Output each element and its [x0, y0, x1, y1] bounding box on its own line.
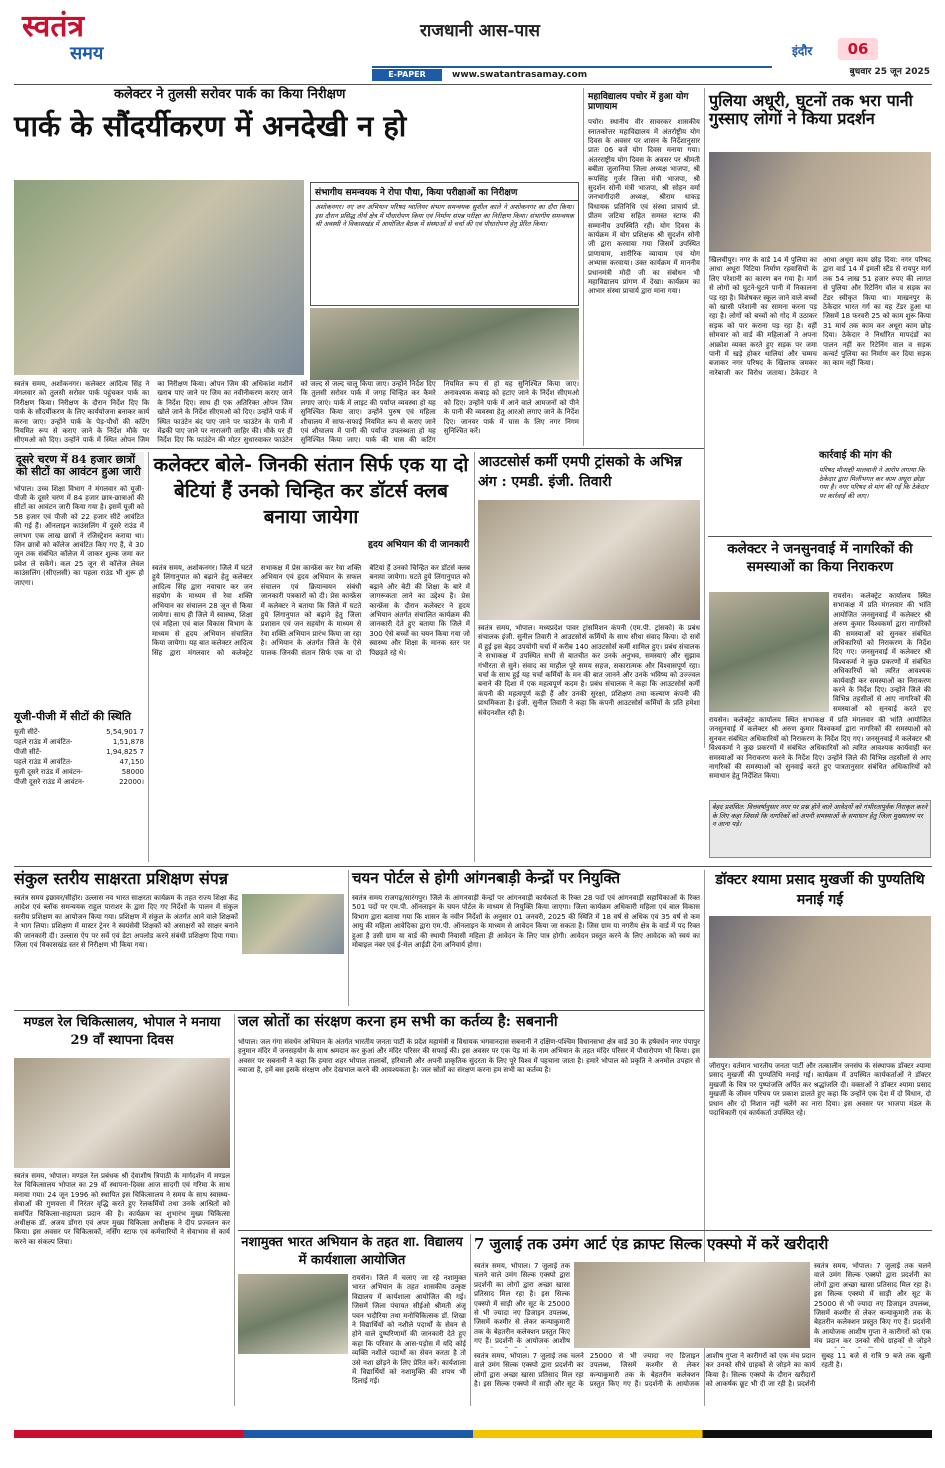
- page-number-badge: [838, 38, 878, 60]
- story-anganwadi: [352, 870, 700, 1006]
- meeting-photo: [478, 500, 700, 620]
- logo-subtitle: समय: [70, 43, 104, 64]
- stats-row: यूजी दूसरे राउंड में आवंटन- 58000: [14, 767, 144, 776]
- stats-row: पीजी दूसरे राउंड में आवंटन- 22000।: [14, 777, 144, 786]
- website-link[interactable]: www.swatantrasamay.com: [452, 70, 588, 80]
- story-body: भोपाल। उच्च शिक्षा विभाग ने मंगलवार को यूजी-पीजी के दूसरे चरण में 84 हजार छात्र-छात्राओं की सीटों का आवंटन जारी किया गया है। इसमें यूजी को 58 हजार एवं पीजी को 22 हजार सीटें आवंटित की गई हैं। ऑनलाइन काउंसलिंग में दूसरे राउंड में लगभग एक लाख छात्रों ने रजिस्ट्रेशन कराया था। जिन छात्रों को कॉलेज आवंटित किए गए हैं, वे 30 जून तक संबंधित कॉलेज में जाकर शुल्क जमा कर प्रवेश ले सकेंगे। कल 25 जून से कॉलेज लेवल काउंसलिंग (सीएलसी) का पहला राउंड भी शुरू हो जाएगा।: [14, 484, 144, 587]
- hospital-photo: [14, 1058, 230, 1168]
- city-label: इंदौर: [792, 44, 813, 58]
- story-literacy: [14, 870, 344, 1006]
- literacy-photo: [242, 894, 344, 954]
- story-headline: डॉक्टर श्यामा प्रसाद मुखर्जी की पुण्यतिथि मनाई गई: [715, 872, 925, 908]
- story-body: स्वतंत्र समय राजगढ़/सारंगपुर। जिले के आंगनवाड़ी केन्द्रों पर आंगनवाड़ी कार्यकर्ता के रिक्त 28 पदों एवं आंगनवाड़ी सहायिकाओं के रिक्त 501 पदों पर एम.पी. ऑनलाइन के चयन पोर्टल के माध्यम से नियुक्ति किया जाएगा। जिला कार्यक्रम अधिकारी महिला एवं बाल विकास विभाग द्वारा बताया गया कि शासन के नवीन निर्देशों के अनुसार 01 जनवरी, 2025 की स्थिति में 18 वर्ष से अधिक एवं 35 वर्ष से कम आयु की महिला आवेदिका द्वारा एम.पी. ऑनलाइन के माध्यम से आवेदन किया जा सकता है। जिस ग्राम या नगरीय क्षेत्र के वार्ड में पद रिक्त हुआ है उसी ग्राम या वार्ड की स्थायी निवासी महिला ही आवेदन के लिए पात्र होगी। आवेदन प्रस्तुत करने के लिए आवेदक को स्वयं का मोबाइल नंबर एवं ई-मेल आईडी देना अनिवार्य होगा।: [352, 894, 700, 950]
- story-body: पचोर। स्थानीय वीर सावरकर शासकीय स्नातकोत्तर महाविद्यालय में अंतर्राष्ट्रीय योग दिवस के अवसर पर शासन के निर्देशानुसार प्रातः 06 बजे योग दिवस मनाया गया। अंतरराष्ट्रीय योग दिवस के अवसर पर श्रीमती बबीता जुलानिया जिला अध्यक्ष भाजपा, श्री रूपसिंह गुर्जर जिला मंत्री भाजपा, श्री सुदर्शन सोनी मंत्री भाजपा, श्री सोहन वर्मा जनभागीदारी अध्यक्ष, श्रीराम धाकड़ विधायक प्रतिनिधि एवं संस्था प्राचार्य प्रो. प्रीतम जटिया सहित समस्त स्टाफ की सम्मानीय उपस्थिति रही। योग दिवस के कार्यक्रम में योग प्रशिक्षक श्री सुदर्शन सोनी जी द्वारा करवाया गया जिसमें उपस्थित प्राणायाम, शारीरिक व्यायाम एवं योग अभ्यास करवाया। उक्त कार्यक्रम में माननीय प्रधानमंत्री मोदी जी का संबोधन भी महाविद्यालय प्रांगण में देखा। कार्यक्रम का आभार संस्था प्राचार्य द्वारा माना गया।: [588, 118, 700, 296]
- story-headline: चयन पोर्टल से होगी आंगनबाड़ी केन्द्रों पर नियुक्ति: [352, 869, 621, 887]
- story-body: स्वतंत्र समय इछावर/सीहोर। उल्लास नव भारत साक्षरता कार्यक्रम के तहत राज्य शिक्षा केंद्र आदेश एवं ब्लॉक समन्वयक राहुल पाराशर के द्वारा दिए गए निर्देशों के पालन में संकुल स्तरीय प्रशिक्षण का आयोजन किया गया। प्रशिक्षण में संकुल के अंतर्गत आने वाले शिक्षकों ने भाग लिया। प्रशिक्षण में मास्टर ट्रेनर ने स्वयंसेवी शिक्षकों को असाक्षरों को साक्षर बनाने की जानकारी दी। उल्लास ऐप पर सर्वे एवं डेटा अपलोड करने संबंधी प्रशिक्षण दिया गया। जिला एवं विकासखंड स्तर से निरीक्षण भी किया गया।: [14, 894, 238, 950]
- story-body: स्वतंत्र समय, अशोकनगर। कलेक्टर आदित्य सिंह ने मंगलवार को तुलसी सरोवर पार्क पहुंचकर पार्क का निरीक्षण किया। निरीक्षण के दौरान निर्देश दिए कि पार्क के सौंदर्यीकरण के लिए कार्ययोजना बनाकर कार्य करना जाए। उन्होंने पार्क के पेड़-पौधों की कटिंग नियमित रूप से कराए जाने के निर्देश मौके पर सीएमओ को दिए। उन्होंने पार्क में स्थित ओपन जिम का निरीक्षण किया। ओपन जिम की अधिकांश मशीनें खराब पाए जाने पर जिम का नवीनीकरण कराए जाने के निर्देश दिए। साथ ही एक अतिरिक्त ओपन जिम खोले जाने के निर्देश सीएमओ को दिए। उन्होंने पार्क में स्थित फाउंटेन बंद पाए जाने पर फाउंटेन के पानी में मेंढकी पाए जाने पर नाराजगी जाहिर की। मौके पर ही निर्देश दिए कि फाउंटेन की मोटर सुधारवाकर फाउंटेन को जल्द से जल्द चालू किया जाए। उन्होंने निर्देश दिए कि तुलसी सरोवर पार्क में जगह चिन्हित कर कैमरे लगाए जाएं। पार्क में लाइट की पर्याप्त व्यवस्था हो यह सुनिश्चित किया जाए। उन्होंने पुरुष एवं महिला शौचालय में साफ-सफाई नियमित रूप से कराए जाने एवं शौचालय में पानी की पर्याप्त उपलब्धता हो यह सुनिश्चित किया जाए। पार्क की घास की कटिंग नियमित रूप से हो यह सुनिश्चित किया जाए। अनावश्यक कबाड़ को हटाए जाने के निर्देश सीएमओ को दिए। उन्होंने पार्क में आने वाले आमजनों को पीने के पानी की व्यवस्था हेतु आरओ लगाए जाने के निर्देश दिए। जानवर पार्क में घास के लिए नगर निगम सुनिश्चित करें।: [14, 380, 579, 445]
- story-body: रायसेन। कलेक्ट्रेट कार्यालय स्थित सभाकक्ष में प्रति मंगलवार की भांति आयोजित जनसुनवाई में कलेक्टर श्री अरुण कुमार विश्वकर्मा द्वारा नागरिकों की समस्याओं को सुनकर संबंधित अधिकारियों को निराकरण के निर्देश दिए गए। जनसुनवाई में कलेक्टर श्री विश्वकर्मा ने कुछ प्रकरणों में संबंधित अधिकारियों को त्वरित आवश्यक कार्यवाही कर समस्याओं का निराकरण करने के निर्देश दिए। उन्होंने जिले की विभिन्न तहसीलों से आए नागरिकों की समस्याओं को सुनवाई करते हुए: [833, 592, 931, 712]
- story-body: भोपाल। जल गंगा संवर्धन अभियान के अंतर्गत भारतीय जनता पार्टी के प्रदेश महामंत्री व विधायक भगवानदास सबनानी ने दक्षिण-पश्चिम विधानसभा क्षेत्र वार्ड 30 के हर्षवर्धन नगर पंपापुर हनुमान मंदिर में जनसहयोग के साथ श्रमदान कर कुआं और मंदिर परिसर की सफाई की। इस अवसर पर एक पेड़ मां के नाम अभियान के तहत मंदिर परिसर में पौधारोपण भी किया। इस अवसर पर सबनानी ने कहा कि हमारा शहर भोपाल तालाबों, हरियाली और अपनी प्राकृतिक सुंदरता के लिए पूरे विश्व में पहचाना जाता है। हमारे भोपाल को प्रकृति ने अनमोल उपहार से नवाजा है, हमें बस इसके संरक्षण और देखभाल करने की आवश्यकता है। जल स्रोतों का संरक्षण करना हम सभी का कर्तव्य है।: [238, 1038, 700, 1075]
- story-body: स्वतंत्र समय, अशोकनगर। जिले में घटते हुये लिंगानुपात को बढ़ाने हेतु कलेक्टर आदित्य सिंह द्वारा नवाचार कर जन सहयोग के माध्यम से रेवा शक्ति अभियान का संचालन 28 जून से किया जायेगा। साथ ही जिले में स्वास्थ्य, शिक्षा एवं महिला एवं बाल विकास विभाग के माध्यम से हृदय अभियान संचालित किया जायेगा। यह बात कलेक्टर आदित्य सिंह द्वारा मंगलवार को कलेक्ट्रेट सभाकक्ष में प्रेस कान्फ्रेंस कर रेवा शक्ति अभियान एवं हृदय अभियान के सफल संचालन एवं क्रियान्वयन संबंधी जानकारी पत्रकारों को दी। प्रेस कान्फ्रेंस में कलेक्टर ने बताया कि जिले में घटते हुये लिंगानुपात को बढ़ाने हेतु जिला प्रशासन एवं जन सहयोग के माध्यम से रेवा शक्ति अभियान प्रारंभ किया जा रहा है। अभियान के अंतर्गत जिले के ऐसे पालक जिनकी संतान सिर्फ एक या दो बेटियां हैं उनको चिन्हित कर डॉटर्स क्लब बनाया जायेगा। घटते हुये लिंगानुपात को बढ़ाने और बेटी की शिक्षा के बारे में जागरूकता लाने का उद्देश्य है। प्रेस कान्फ्रेंस के दौरान कलेक्टर ने हृदय अभियान अंतर्गत संचालित कार्यक्रम की जानकारी देते हुए बताया कि जिले में 300 ऐसे बच्चों का चयन किया गया जो स्वास्थ्य और शिक्षा के मानक स्तर पर पिछड़ते रहे थे।: [152, 564, 470, 657]
- story-railway-hospital: [14, 1014, 230, 1406]
- story-body: स्वतंत्र समय, भोपाल। मध्यप्रदेश पावर ट्रांसमिशन कंपनी (एम.पी. ट्रांसको) के प्रबंध संचालक इंजी. सुनील तिवारी ने आउटसोर्स कर्मियों के साथ सीधा संवाद किया। दो सत्रों में हुई इस बेहद उपयोगी चर्चा में करीब 140 आउटसोर्स कर्मी शामिल हुए। प्रबंध संचालक ने सभाकक्ष में उपस्थित सभी से बातचीत कर उनके अनुभव, समस्याएं और सुझाव गंभीरता से सुने। संवाद का माहौल पूरे समय सहज, सकारात्मक और विश्वासपूर्ण रहा। चर्चा के साथ हुई यह चर्चा कर्मियों के मन की बात जानने और उनके भविष्य को उज्ज्वल बनाने की दिशा में एक महत्वपूर्ण कदम है। प्रबंध संचालक ने कहा कि आउटसोर्स कर्मी कंपनी की महत्वपूर्ण कड़ी हैं और उनकी सुरक्षा, प्रशिक्षण तथा कल्याण कंपनी की प्राथमिकता है। इंजी. सुनील तिवारी ने कहा कि कंपनी आउटसोर्स कर्मियों के प्रति हमेशा संवेदनशील रही है।: [478, 624, 700, 717]
- sidebar-box: [310, 182, 579, 306]
- epaper-bar: [372, 66, 772, 80]
- story-kicker: महाविद्यालय पचोर में हुआ योग प्राणायाम: [588, 92, 689, 113]
- color-register-strip: [14, 1430, 932, 1438]
- story-body: रायसेन। जिले में चलाए जा रहे नशामुक्त भारत अभियान के तहत शासकीय उत्कृष्ट विद्यालय में कार्यशाला आयोजित की गई। जिसमें जिला पंचायत सीईओ श्रीमती अंजू पवन भदौरिया तथा मनोचिकित्सक डॉ. शिखा ने विद्यार्थियों को नशीले पदार्थों के सेवन से होने वाले दुष्परिणामों की जानकारी देते हुए कहा कि परिवार के आस-पड़ोस में यदि कोई व्यक्ति नशीले पदार्थों का सेवन करता है तो उसे नशा छोड़ने के लिए प्रेरित करें। कार्यशाला में विद्यार्थियों को नशामुक्ति की शपथ भी दिलाई गई।: [352, 1274, 466, 1386]
- story-daughters-club: [152, 452, 470, 862]
- story-water-conservation: [238, 1014, 700, 1228]
- masthead: [0, 0, 945, 84]
- plantation-photo: [310, 308, 579, 380]
- story-headline: दूसरे चरण में 84 हजार छात्रों को सीटों का आवंटन हुआ जारी: [14, 452, 144, 481]
- story-allotment: [14, 452, 144, 862]
- note-box: बेहद प्रशंसित: वित्तवर्षानुसार नगर पर प्रश्न होने वाले आवेदनों को गंभीरतापूर्वक निराकृत करने के लिए कहा जिससे कि नागरिकों को अपनी समस्याओं के समाधान हेतु जिला मुख्यालय पर न आना पड़े।: [709, 800, 931, 858]
- workshop-photo: [238, 1274, 348, 1354]
- story-body-side: स्वतंत्र समय, भोपाल। 7 जुलाई तक चलने वाले उमंग सिल्क एक्स्पो द्वारा प्रदर्शनी का लोगों द्वारा अच्छा खासा प्रतिसाद मिल रहा है। इस सिल्क एक्स्पो में साड़ी और सूट के 25000 से भी ज्यादा नए डिजाइन उपलब्ध, जिसमें कश्मीर से लेकर कन्याकुमारी तक के बेहतरीन कलेक्शन प्रस्तुत किए गए हैं। प्रदर्शनी के आयोजक आशीष गुप्ता ने कारीगरों को एक मंच प्रदान कर उनको सीधे ग्राहकों से जोड़ने: [814, 1262, 931, 1346]
- story-body: स्वतंत्र समय, भोपाल। मण्डल रेल प्रबंधक श्री देवाशीष त्रिपाठी के मार्गदर्शन में मण्डल रेल चिकित्सालय भोपाल का 29 वाँ स्थापना-दिवस आज सादगी एवं गरिमा के साथ मनाया गया। 24 जून 1996 को स्थापित इस चिकित्सालय ने समय के साथ स्वास्थ्य-सेवाओं की गुणवत्ता में निरंतर वृद्धि करते हुए रेलकर्मियों तथा उनके आश्रितों को समर्पित चिकित्सा-सहायता प्रदान की है। कार्यक्रम का शुभारंभ मुख्य चिकित्सा अधीक्षक डॉ. अजय डोंगरा एवं अपर मुख्य चिकित्सा अधीक्षक ने दीप प्रज्वलन कर किया। इस अवसर पर चिकित्सकों, नर्सिंग स्टाफ एवं कर्मचारियों ने सेवाभाव से कार्य करने का संकल्प लिया।: [14, 1172, 230, 1246]
- story-headline: पार्क के सौंदर्यीकरण में अनदेखी न हो: [14, 109, 407, 143]
- story-headline: कलेक्टर बोले- जिनकी संतान सिर्फ एक या दो बेटियां हैं उनको चिन्हित कर डॉटर्स क्लब बनाया जायेगा: [153, 454, 469, 528]
- stats-row: पीजी सीटें- 1,94,825 7: [14, 747, 144, 756]
- story-body-continued: रायसेन। कलेक्ट्रेट कार्यालय स्थित सभाकक्ष में प्रति मंगलवार की भांति आयोजित जनसुनवाई में कलेक्टर श्री अरुण कुमार विश्वकर्मा द्वारा नागरिकों की समस्याओं को सुनकर संबंधित अधिकारियों को निराकरण के निर्देश दिए गए। जनसुनवाई में कलेक्टर श्री विश्वकर्मा ने कुछ प्रकरणों में संबंधित अधिकारियों को त्वरित आवश्यक कार्यवाही कर समस्याओं का निराकरण करने के निर्देश दिए। उन्होंने जिले की विभिन्न तहसीलों से आए नागरिकों की समस्याओं को सुनवाई करते हुए पात्रतानुसार संबंधित अधिकारियों को समाधान हेतु निर्देशित किया।: [709, 716, 931, 781]
- story-headline: 7 जुलाई तक उमंग आर्ट एंड क्राफ्ट सिल्क एक्स्पो में करें खरीदारी: [474, 1235, 829, 1253]
- masthead-date: बुधवार 25 जून 2025: [849, 67, 930, 77]
- sidebar-box-text: अशोकनगर। नए जन अभियान परिषद ग्वालियर संभाग समन्वयक सुशील काले ने अशोकनगर का दौरा किया। इस दौरान प्रसिद्ध तीर्थ क्षेत्र में पौधारोपण किया एवं निर्माण संपन्न परीक्षा का निरीक्षण किया। संभागीय समन्वयक श्री अवस्थी ने विकासखंड में आयोजित बैठक में संस्थाओं से चर्चा की एवं पौधारोपण हेतु प्रेरित किया।: [315, 203, 574, 228]
- story-body-left: स्वतंत्र समय, भोपाल। 7 जुलाई तक चलने वाले उमंग सिल्क एक्स्पो द्वारा प्रदर्शनी का लोगों द्वारा अच्छा खासा प्रतिसाद मिल रहा है। इस सिल्क एक्स्पो में साड़ी और सूट के 25000 से भी ज्यादा नए डिजाइन उपलब्ध, जिसमें कश्मीर से लेकर कन्याकुमारी तक के बेहतरीन कलेक्शन प्रस्तुत किए गए हैं। प्रदर्शनी के आयोजक आशीष: [474, 1262, 570, 1346]
- stats-row: पहले राउंड में आवंटित- 1,51,878: [14, 737, 144, 746]
- section-title: राजधानी आस-पास: [419, 21, 541, 41]
- story-kicker: कलेक्टर ने तुलसी सरोवर पार्क का किया निरीक्षण: [114, 87, 346, 102]
- story-outsource: [478, 452, 700, 862]
- park-photo: [14, 180, 304, 375]
- stats-row: यूजी सीटें- 5,54,901 7: [14, 727, 144, 736]
- story-headline: जल स्रोतों का संरक्षण करना हम सभी का कर्तव्य है: सबनानी: [238, 1013, 558, 1030]
- protest-photo: [709, 152, 931, 252]
- tribute-photo: [709, 916, 931, 1058]
- story-headline: आउटसोर्स कर्मी एमपी ट्रांसको के अभिन्न अंग : एमडी. इंजी. तिवारी: [478, 454, 682, 490]
- story-headline: नशामुक्त भारत अभियान के तहत शा. विद्यालय में कार्यशाला आयोजित: [241, 1235, 463, 1268]
- sub-head: कार्रवाई की मांग की: [819, 450, 892, 461]
- page-number: 06: [847, 40, 869, 58]
- story-drug-free: [238, 1234, 466, 1406]
- hearing-photo: [709, 592, 829, 712]
- sub-text: परिषद मीनाक्षी मालवानी ने आरोप लगाया कि ठेकेदार द्वारा मिलीभगत कर काम अधूरा छोड़ा गया है। नगर परिषद से मांग की गई कि ठेकेदार पर कार्रवाई की जाए।: [819, 466, 929, 500]
- logo: [22, 10, 162, 82]
- story-silk-expo: [474, 1234, 931, 1406]
- expo-photo: [574, 1262, 810, 1348]
- story-culvert: [709, 92, 931, 532]
- sidebar-box-title: संभागीय समन्वयक ने रोपा पौधा, किया परीक्षाओं का निरीक्षण: [311, 183, 578, 201]
- story-headline: कलेक्टर ने जनसुनवाई में नागरिकों की समस्याओं का किया निराकरण: [727, 541, 913, 575]
- story-public-hearing: [709, 540, 931, 862]
- stats-row: पहले राउंड में आवंटित- 47,150: [14, 757, 144, 766]
- epaper-label: E-PAPER: [372, 69, 442, 81]
- story-body: स्वतंत्र समय, भोपाल। 7 जुलाई तक चलने वाले उमंग सिल्क एक्स्पो द्वारा प्रदर्शनी का लोगों द्वारा अच्छा खासा प्रतिसाद मिल रहा है। इस सिल्क एक्स्पो में साड़ी और सूट के 25000 से भी ज्यादा नए डिजाइन उपलब्ध, जिसमें कश्मीर से लेकर कन्याकुमारी तक के बेहतरीन कलेक्शन प्रस्तुत किए गए हैं। प्रदर्शनी के आयोजक आशीष गुप्ता ने कारीगरों को एक मंच प्रदान कर उनको सीधे ग्राहकों से जोड़ने का कार्य किया है। सिल्क एक्स्पो के दौरान खरीदारों को आकर्षक छूट भी दी जा रही है। प्रदर्शनी सुबह 11 बजे से रात्रि 9 बजे तक खुली रहती है।: [474, 1352, 931, 1389]
- stats-table: [14, 727, 144, 787]
- logo-title: स्वतंत्र: [22, 9, 85, 44]
- story-headline: पुलिया अधूरी, घुटनों तक भरा पानी गुस्साए लोगों ने किया प्रदर्शन: [709, 91, 913, 128]
- story-yoga: [588, 92, 700, 446]
- stats-title: यूजी-पीजी में सीटों की स्थिति: [14, 709, 131, 723]
- story-headline: मण्डल रेल चिकित्सालय, भोपाल ने मनाया 29 वाँ स्थापना दिवस: [23, 1015, 221, 1048]
- story-headline: संकुल स्तरीय साक्षरता प्रशिक्षण संपन्न: [14, 869, 228, 888]
- story-body: जीरापुर। वर्तमान भारतीय जनता पार्टी और तत्कालीन जनसंघ के संस्थापक डॉक्टर श्यामा प्रसाद मुखर्जी की पुण्यतिथि मनाई गई। कार्यक्रम में उपस्थित कार्यकर्ताओं ने डॉक्टर मुखर्जी के चित्र पर पुष्पांजलि अर्पित कर श्रद्धांजलि दी। वक्ताओं ने डॉक्टर श्यामा प्रसाद मुखर्जी के जीवन परिचय पर प्रकाश डालते हुए कहा कि उन्होंने एक देश में दो विधान, दो प्रधान और दो निशान नहीं चलेंगे का नारा दिया। इस अवसर पर भाजपा मंडल के पदाधिकारी एवं कार्यकर्ता उपस्थित रहे।: [709, 1062, 931, 1118]
- sub-head: हृदय अभियान की दी जानकारी: [368, 540, 470, 550]
- story-body: खिलचीपुर। नगर के वार्ड 14 में पुलिया का आधा अधूरा पिटिया निर्माण रहवासियों के लिए परेशानी का कारण बन गया है। मार्ग से लोगों को घुटने-घुटने पानी में निकालना पड़ रहा है। विशेषकर स्कूल जाने वाले बच्चों को खासी परेशानी का सामना करना पड़ रहा है। लोगों को बच्चों को गोद में उठाकर सड़क को पार कराना पड़ रहा है। वहीं सोमवार को वार्ड की महिलाओं ने अपना आक्रोश व्यक्त करते हुए सड़क पर जमा पानी में खड़े होकर थालियां और चम्मच बजाकर नगर परिषद के खिलाफ जमकर नारेबाजी कर विरोध जताया। ठेकेदार ने आधा अधूरा काम छोड़ दिया: नगर परिषद द्वारा वार्ड 14 में इमली स्टैंड से रायपुर मार्ग तक 54 लाख 51 हजार रुपए की लागत से पुलिया और रिटेनिंग वॉल व सड़क का टेंडर स्वीकृत किया था। माखनपुर के ठेकेदार भारत गर्ग का यह टेंडर हुआ था जिसमें 18 फरवरी 25 को काम शुरू किया 31 मार्च तक काम कर अधूरा काम छोड़ दिया। ठेकेदार ने निर्धारित मापदंडों का पालन नहीं कर रिटेनिंग वाल व सड़क कन्वर्ट पुलिया का निर्माण कर दिया सड़क का काम नहीं किया।: [709, 256, 931, 377]
- story-mukherjee: [709, 870, 931, 1230]
- story-park: [14, 88, 579, 446]
